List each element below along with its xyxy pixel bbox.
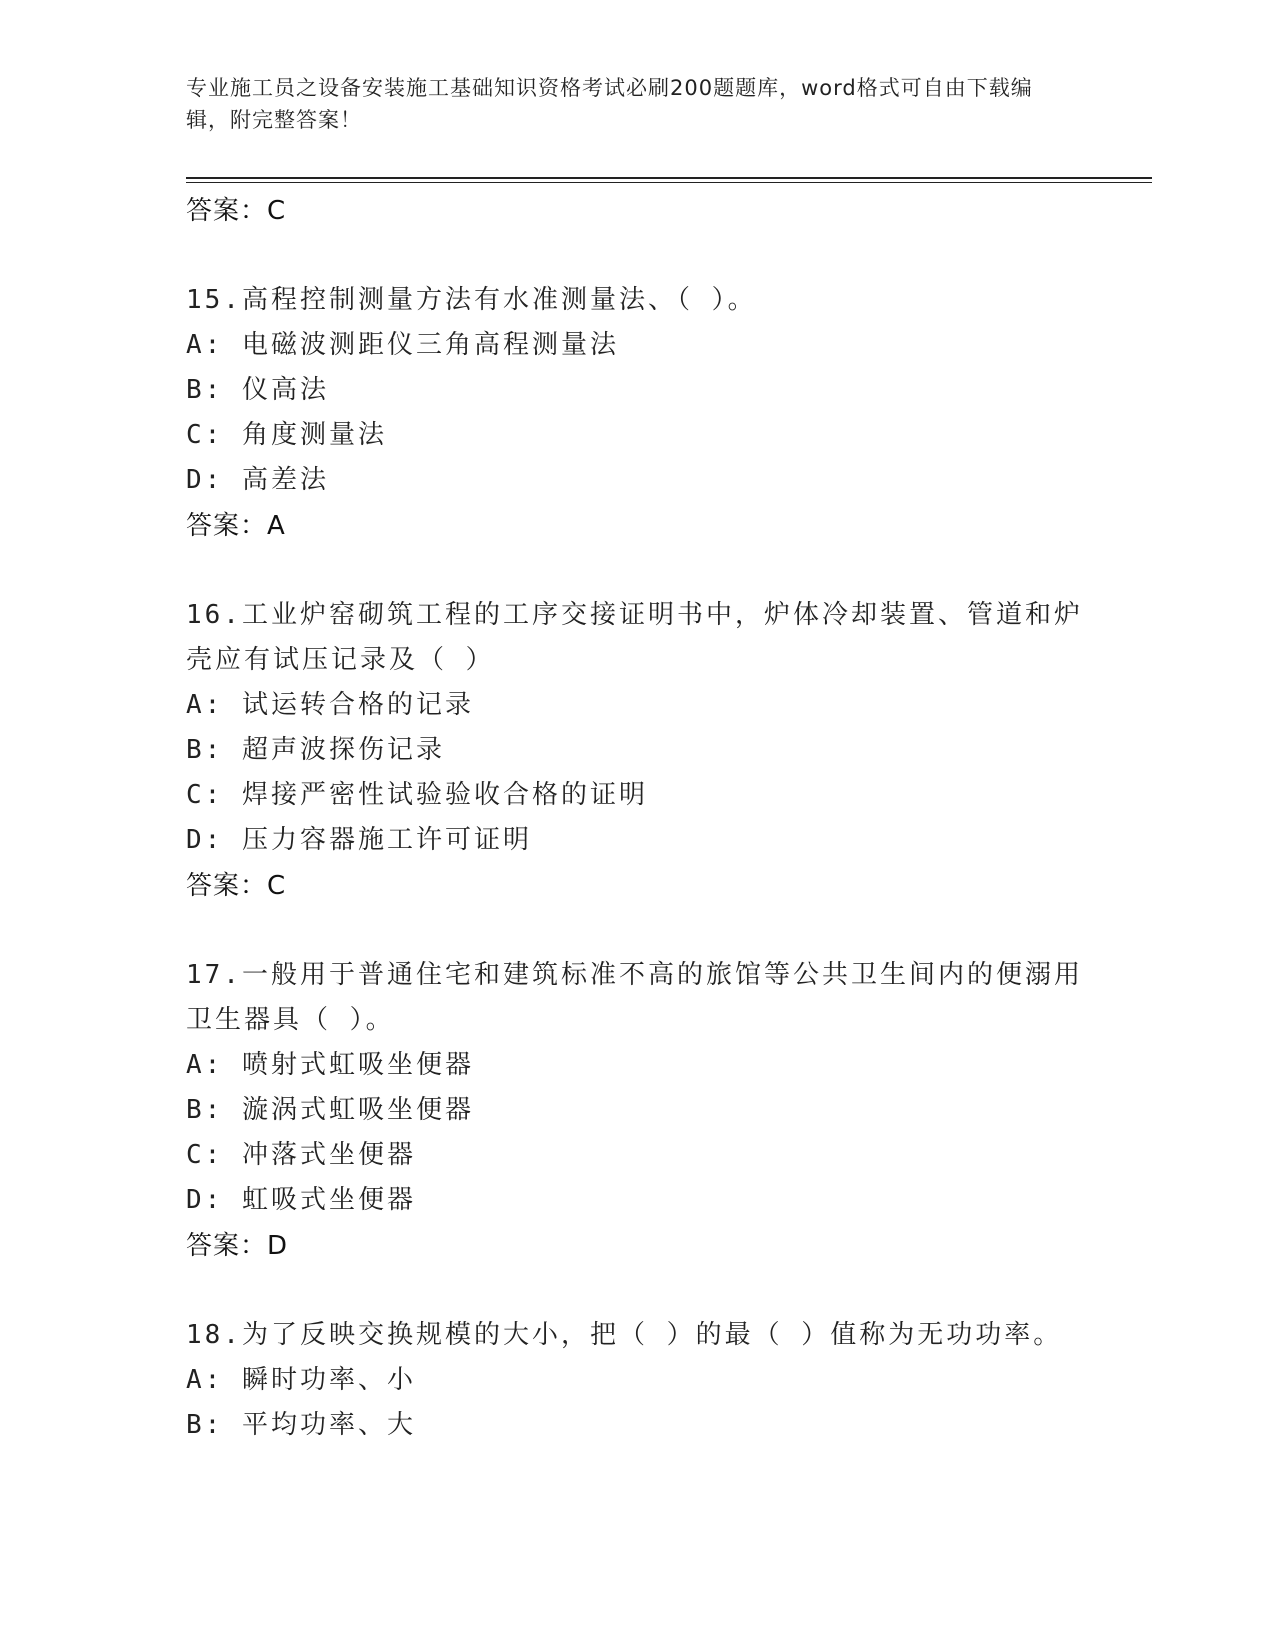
- option-b: B: 漩涡式虹吸坐便器: [186, 1095, 474, 1125]
- header-rule-thin: [186, 182, 1152, 183]
- option-a: A: 喷射式虹吸坐便器: [186, 1050, 474, 1080]
- option-c: C: 冲落式坐便器: [186, 1140, 416, 1170]
- answer-line: 答案：C: [186, 196, 287, 226]
- option-a: A: 瞬时功率、小: [186, 1365, 416, 1395]
- document-header: 专业施工员之设备安装施工基础知识资格考试必刷200题题库，word格式可自由下载编辑，附完整答案！: [186, 76, 1033, 132]
- option-b: B: 超声波探伤记录: [186, 735, 445, 765]
- question-stem: 15.高程控制测量方法有水准测量法、（ ）。: [186, 285, 757, 315]
- question-18: [186, 1313, 1086, 1448]
- question-stem: 17.一般用于普通住宅和建筑标准不高的旅馆等公共卫生间内的便溺用卫生器具（ ）。: [186, 960, 1083, 1035]
- option-c: C: 角度测量法: [186, 420, 387, 450]
- question-stem: 16.工业炉窑砌筑工程的工序交接证明书中，炉体冷却装置、管道和炉壳应有试压记录及（ ）: [186, 600, 1083, 675]
- answer-line: 答案：C: [186, 871, 287, 901]
- option-a: A: 试运转合格的记录: [186, 690, 474, 720]
- question-15: [186, 278, 1086, 549]
- document-body: [186, 188, 1086, 1448]
- question-stem: 18.为了反映交换规模的大小，把（ ）的最（ ）值称为无功功率。: [186, 1320, 1063, 1350]
- option-c: C: 焊接严密性试验验收合格的证明: [186, 780, 648, 810]
- option-b: B: 仪高法: [186, 375, 329, 405]
- question-17: [186, 953, 1086, 1269]
- question-16: [186, 593, 1086, 909]
- option-b: B: 平均功率、大: [186, 1410, 416, 1440]
- answer-line: 答案：A: [186, 511, 286, 541]
- header-rule-thick: [186, 177, 1152, 179]
- option-d: D: 压力容器施工许可证明: [186, 825, 532, 855]
- answer-line: 答案：D: [186, 1231, 289, 1261]
- option-a: A: 电磁波测距仪三角高程测量法: [186, 330, 619, 360]
- option-d: D: 虹吸式坐便器: [186, 1185, 416, 1215]
- option-d: D: 高差法: [186, 465, 329, 495]
